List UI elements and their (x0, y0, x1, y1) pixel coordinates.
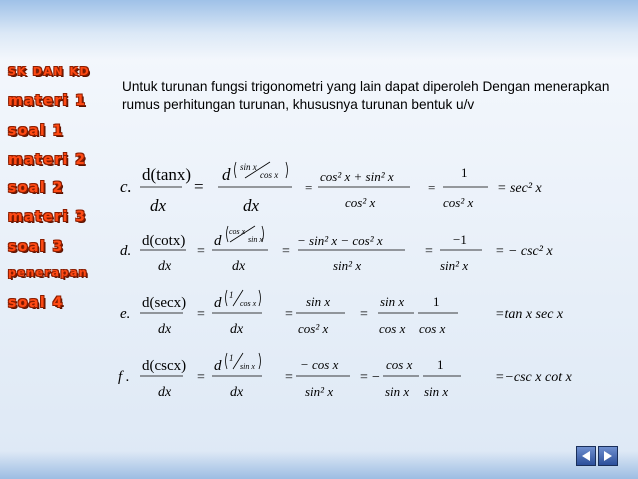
arrow-left-icon (579, 449, 593, 463)
formula-f-step3-sign: − (372, 370, 380, 385)
formula-e-lhs-num: d(secx) (142, 295, 187, 311)
formula-d-label: d. (120, 243, 132, 259)
formula-c-step1-d: d (222, 165, 231, 184)
formula-e-label: e. (120, 306, 131, 322)
formula-d-step1-inner-num: cos x (229, 227, 246, 236)
svg-text:=: = (197, 370, 205, 385)
formula-e-step1-inner-num: 1 (229, 290, 234, 300)
svg-text:=: = (285, 370, 293, 385)
menu-materi-2[interactable]: materi 2 (8, 152, 87, 168)
formula-d-result: = − csc² x (495, 244, 553, 259)
formula-e-step2-den: cos² x (298, 321, 329, 336)
formula-f-step3a-num: cos x (386, 357, 413, 372)
formula-e-step2-num: sin x (306, 294, 331, 309)
next-slide-button[interactable] (598, 446, 618, 466)
formula-d-lhs-den: dx (158, 259, 172, 274)
menu-soal-2[interactable]: soal 2 (8, 180, 64, 196)
svg-text:=: = (428, 180, 436, 195)
formula-f-step2-den: sin² x (305, 384, 334, 399)
formula-c-lhs-num: d(tanx) (142, 165, 192, 184)
formula-d-step3-num: −1 (453, 232, 467, 247)
formula-d-step1-inner-den: sin x (248, 235, 263, 244)
formula-f-step1-inner-num: 1 (229, 353, 234, 363)
formula-c-lhs-den: dx (150, 196, 167, 215)
formula-f-lhs-den: dx (158, 385, 172, 400)
menu-sk-dan-kd[interactable]: SK DAN KD (8, 65, 91, 78)
svg-text:=: = (425, 244, 433, 259)
menu-soal-3[interactable]: soal 3 (8, 239, 64, 255)
formula-c-step3-den: cos² x (443, 195, 474, 210)
svg-text:=: = (197, 244, 205, 259)
formula-d-step3-den: sin² x (440, 258, 469, 273)
formula-c-step1-inner-den: cos x (260, 170, 279, 180)
formula-c-step1-inner-num: sin x (240, 162, 257, 172)
menu-soal-4[interactable]: soal 4 (8, 295, 64, 311)
formula-f-step1-den: dx (230, 385, 244, 400)
arrow-right-icon (601, 449, 615, 463)
formula-f-step3a-den: sin x (385, 384, 410, 399)
prev-slide-button[interactable] (576, 446, 596, 466)
formula-e-step3b-num: 1 (433, 294, 440, 309)
menu-penerapan[interactable]: penerapan (8, 266, 89, 279)
formula-d-lhs-num: d(cotx) (142, 233, 186, 249)
formula-f-lhs-num: d(cscx) (142, 358, 187, 374)
svg-text:=: = (197, 307, 205, 322)
formula-e-step3a-num: sin x (380, 294, 405, 309)
intro-text: Untuk turunan fungsi trigonometri yang lain dapat diperoleh Dengan menerapkan rumus perhitungan turunan, khususnya turunan bentuk u/v (122, 79, 610, 112)
formula-f-result: =−csc x cot x (495, 370, 572, 385)
svg-text:=: = (194, 177, 204, 196)
formula-f-step3b-num: 1 (437, 357, 444, 372)
formula-e-step1-d: d (214, 295, 222, 311)
menu-soal-1[interactable]: soal 1 (8, 123, 64, 139)
formula-f-step3b-den: sin x (424, 384, 449, 399)
formula-f-step2-num: − cos x (300, 357, 339, 372)
svg-text:=: = (360, 307, 368, 322)
formula-c-label: c. (120, 177, 132, 196)
svg-text:=: = (360, 370, 368, 385)
formula-f-step1-inner-den: sin x (240, 362, 255, 371)
formula-f-label: f . (118, 369, 130, 385)
formula-e-step1-inner-den: cos x (240, 299, 257, 308)
formula-d-step1-d: d (214, 233, 222, 249)
formula-d-step1-den: dx (232, 259, 246, 274)
formula-e-result: =tan x sec x (495, 307, 564, 322)
svg-text:=: = (282, 244, 290, 259)
formula-d-step2-den: sin² x (333, 258, 362, 273)
formula-d-step2-num: − sin² x − cos² x (297, 233, 383, 248)
formula-c-result: = sec² x (497, 181, 542, 196)
formula-e-step3a-den: cos x (379, 321, 406, 336)
menu-materi-1[interactable]: materi 1 (8, 93, 87, 109)
formula-e-step3b-den: cos x (419, 321, 446, 336)
formula-e-lhs-den: dx (158, 322, 172, 337)
formula-f-step1-d: d (214, 358, 222, 374)
svg-text:=: = (285, 307, 293, 322)
formula-c-step3-num: 1 (461, 165, 468, 180)
formula-c-step2-num: cos² x + sin² x (320, 169, 394, 184)
formula-c-step2-den: cos² x (345, 195, 376, 210)
svg-text:=: = (305, 180, 313, 195)
menu-materi-3[interactable]: materi 3 (8, 209, 87, 225)
formula-e-step1-den: dx (230, 322, 244, 337)
formula-c-step1-den: dx (243, 196, 260, 215)
